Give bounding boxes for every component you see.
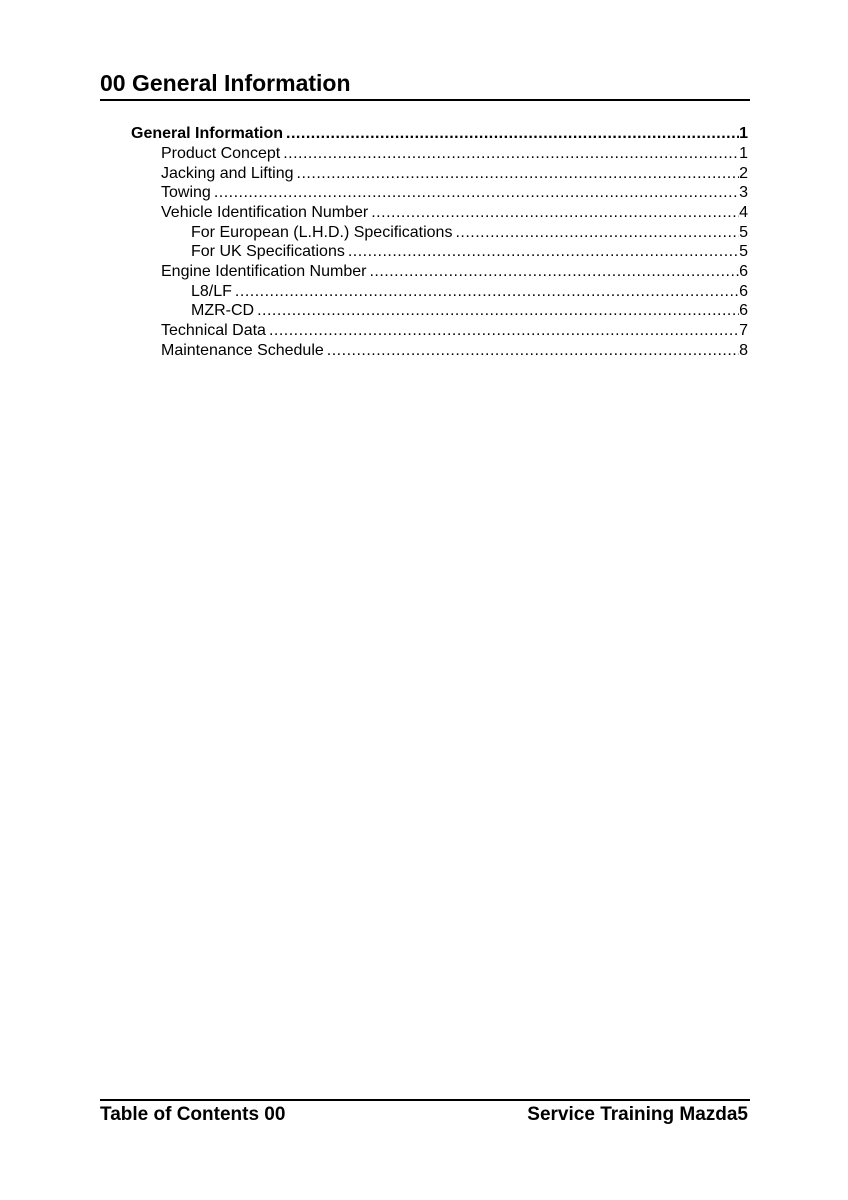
toc-entry-page: 1 (739, 125, 748, 142)
toc-leader-dots (286, 124, 739, 144)
toc-entry-maintenance-schedule[interactable] (161, 341, 748, 361)
toc-entry-page: 3 (739, 184, 748, 201)
toc-leader-dots (348, 242, 739, 262)
toc-entry-general-information[interactable] (131, 124, 748, 144)
toc-entry-technical-data[interactable] (161, 321, 748, 341)
page-title: 00 General Information (100, 70, 351, 96)
toc-entry-vehicle-identification-number[interactable] (161, 203, 748, 223)
toc-entry-label: General Information (131, 125, 284, 142)
toc-entry-page: 8 (739, 342, 748, 359)
toc-entry-uk-specifications[interactable] (191, 242, 748, 262)
toc-entry-jacking-and-lifting[interactable] (161, 164, 748, 184)
toc-entry-european-lhd-specifications[interactable] (191, 223, 748, 243)
toc-entry-product-concept[interactable] (161, 144, 748, 164)
toc-leader-dots (327, 341, 739, 361)
footer-section-label: Table of Contents 00 (100, 1104, 286, 1125)
footer-publication-label: Service Training Mazda5 (527, 1104, 748, 1125)
toc-entry-page: 5 (739, 243, 748, 260)
toc-entry-page: 6 (739, 302, 748, 319)
toc-entry-page: 4 (739, 204, 748, 221)
toc-entry-mzr-cd[interactable] (191, 301, 748, 321)
toc-entry-engine-identification-number[interactable] (161, 262, 748, 282)
toc-entry-page: 2 (739, 165, 748, 182)
toc-leader-dots (214, 183, 739, 203)
toc-entry-label: Jacking and Lifting (161, 165, 294, 182)
toc-leader-dots (369, 262, 739, 282)
toc-leader-dots (297, 164, 740, 184)
toc-entry-label: Vehicle Identification Number (161, 204, 369, 221)
toc-entry-page: 5 (739, 224, 748, 241)
header-divider (100, 99, 750, 101)
toc-leader-dots (455, 223, 739, 243)
toc-leader-dots (269, 321, 739, 341)
toc-leader-dots (257, 301, 739, 321)
toc-entry-label: Towing (161, 184, 211, 201)
toc-entry-label: Product Concept (161, 145, 281, 162)
toc-entry-page: 1 (739, 145, 748, 162)
toc-entry-label: Technical Data (161, 322, 266, 339)
toc-entry-label: Maintenance Schedule (161, 342, 324, 359)
footer-divider (100, 1099, 750, 1101)
toc-entry-l8-lf[interactable] (191, 282, 748, 302)
toc-entry-page: 7 (739, 322, 748, 339)
toc-leader-dots (371, 203, 739, 223)
toc-entry-page: 6 (739, 283, 748, 300)
toc-leader-dots (235, 282, 739, 302)
toc-entry-towing[interactable] (161, 183, 748, 203)
toc-entry-label: For European (L.H.D.) Specifications (191, 224, 453, 241)
toc-entry-page: 6 (739, 263, 748, 280)
toc-entry-label: Engine Identification Number (161, 263, 367, 280)
toc-entry-label: For UK Specifications (191, 243, 345, 260)
toc-leader-dots (283, 144, 739, 164)
toc-entry-label: MZR-CD (191, 302, 255, 319)
toc-entry-label: L8/LF (191, 283, 232, 300)
